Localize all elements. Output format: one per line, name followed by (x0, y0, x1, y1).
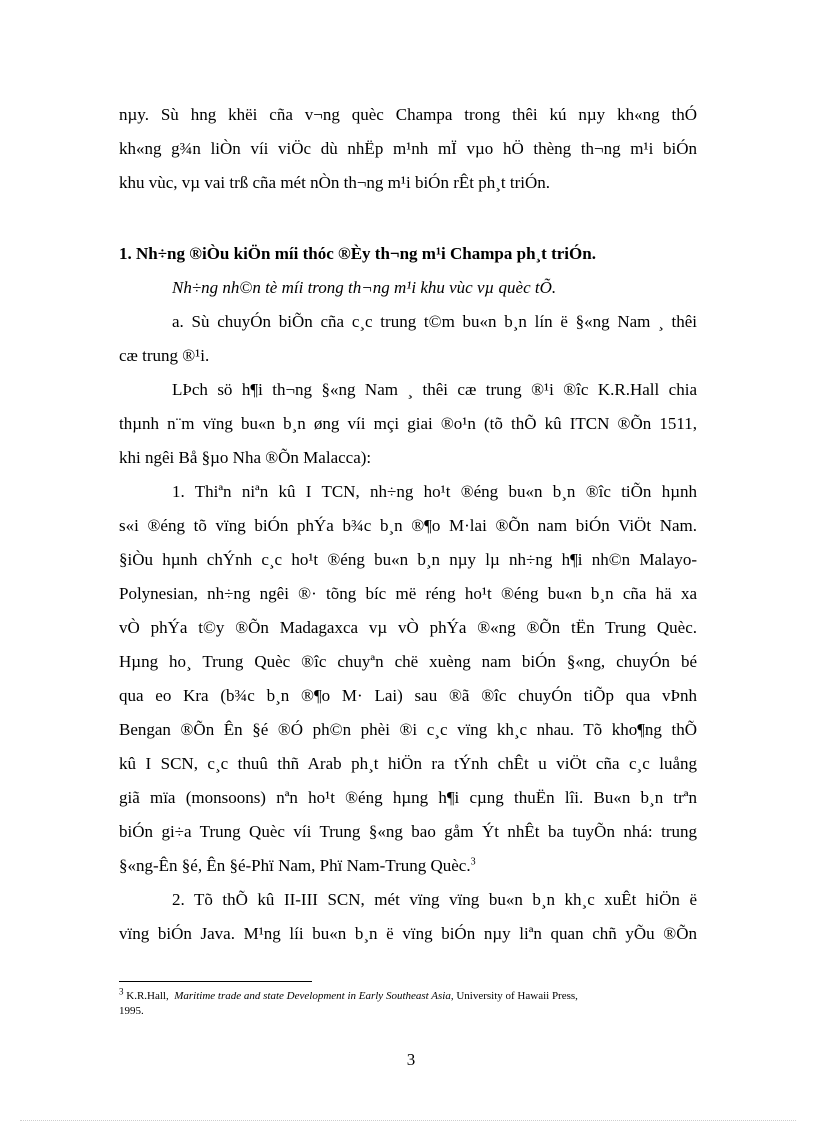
body-line: nµy. Sù hng khëi cña v¬ng quèc Champa trong thêi kú nµy kh«ng thÓ (119, 105, 697, 124)
page-bottom-border (20, 1120, 796, 1121)
footnote-separator (119, 981, 312, 982)
footnote-year: 1995. (119, 1005, 144, 1017)
footnote-title: Maritime trade and state Development in Early Southeast Asia, (174, 990, 454, 1002)
body-line: khu vùc, vµ vai trß cña mét nÒn th¬ng m¹i biÓn rÊt ph¸t triÓn. (119, 173, 550, 192)
body-line: kû I SCN, c¸c thuû thñ Arab ph¸t hiÖn ra tÝnh chÊt u viÖt cña c¸c luång (119, 754, 697, 773)
body-line: vïng biÓn Java. M¹ng líi bu«n b¸n ë vïng biÓn nµy liªn quan chñ yÕu ®Õn (119, 924, 697, 943)
body-line: Bengan ®Õn Ên §é ®Ó ph©n phèi ®i c¸c vïng kh¸c nhau. Tõ kho¶ng thÕ (119, 720, 697, 739)
body-line: 2. Tõ thÕ kû II-III SCN, mét vïng vïng bu«n b¸n kh¸c xuÊt hiÖn ë (172, 890, 697, 909)
body-line: Hµng ho¸ Trung Quèc ®îc chuyªn chë xuèng nam biÓn §«ng, chuyÓn bé (119, 652, 697, 671)
body-line-text: §«ng-Ên §é, Ên §é-Phï Nam, Phï Nam-Trung Quèc. (119, 856, 471, 875)
footnote (119, 986, 704, 1019)
subheading: Nh÷ng nh©n tè míi trong th¬ng m¹i khu vùc vµ quèc tÕ. (172, 278, 557, 297)
body-line: biÓn gi÷a Trung Quèc víi Trung §«ng bao gåm Ýt nhÊt ba tuyÕn nhá: trung (119, 822, 697, 841)
footnote-number: 3 (119, 986, 124, 997)
body-line: Polynesian, nh÷ng ngêi ®· tõng bíc më réng ho¹t ®éng bu«n b¸n cña hä xa (119, 584, 697, 603)
section-heading: 1. Nh÷ng ®iÒu kiÖn míi thóc ®Èy th¬ng m¹i Champa ph¸t triÓn. (119, 244, 596, 263)
body-line: s«i ®éng tõ vïng biÓn phÝa b¾c b¸n ®¶o M·lai ®Õn nam biÓn ViÖt Nam. (119, 516, 697, 535)
body-line: khi ngêi Bå §µo Nha ®Õn Malacca): (119, 448, 372, 467)
body-line: thµnh n¨m vïng bu«n b¸n øng víi mçi giai ®o¹n (tõ thÕ kû ITCN ®Õn 1511, (119, 414, 697, 433)
body-line: cæ trung ®¹i. (119, 346, 210, 365)
page-number: 3 (406, 1050, 416, 1069)
body-line: 1. Thiªn niªn kû I TCN, nh÷ng ho¹t ®éng bu«n b¸n ®îc tiÕn hµnh (172, 482, 697, 501)
footnote-ref: 3 (470, 856, 476, 868)
body-line: §iÒu hµnh chÝnh c¸c ho¹t ®éng bu«n b¸n nµy lµ nh÷ng h¶i nh©n Malayo- (119, 550, 697, 569)
footnote-author: K.R.Hall, (126, 990, 169, 1002)
body-line: kh«ng g¾n liÒn víi viÖc dù nhËp m¹nh mÏ vµo hÖ thèng th¬ng m¹i biÓn (119, 139, 697, 158)
body-line (119, 855, 476, 877)
body-line: qua eo Kra (b¾c b¸n ®¶o M· Lai) sau ®ã ®îc chuyÓn tiÕp qua vÞnh (119, 686, 697, 705)
footnote-publisher: University of Hawaii Press, (456, 990, 578, 1002)
body-line: giã mïa (monsoons) nªn ho¹t ®éng hµng h¶i cµng thuËn lîi. Bu«n b¸n trªn (119, 788, 697, 807)
body-line: vÒ phÝa t©y ®Õn Madagaxca vµ vÒ phÝa ®«ng ®Õn tËn Trung Quèc. (119, 618, 697, 637)
body-line: LÞch sö h¶i th¬ng §«ng Nam ¸ thêi cæ trung ®¹i ®îc K.R.Hall chia (172, 380, 697, 399)
body-line: a. Sù chuyÓn biÕn cña c¸c trung t©m bu«n b¸n lín ë §«ng Nam ¸ thêi (172, 312, 697, 331)
